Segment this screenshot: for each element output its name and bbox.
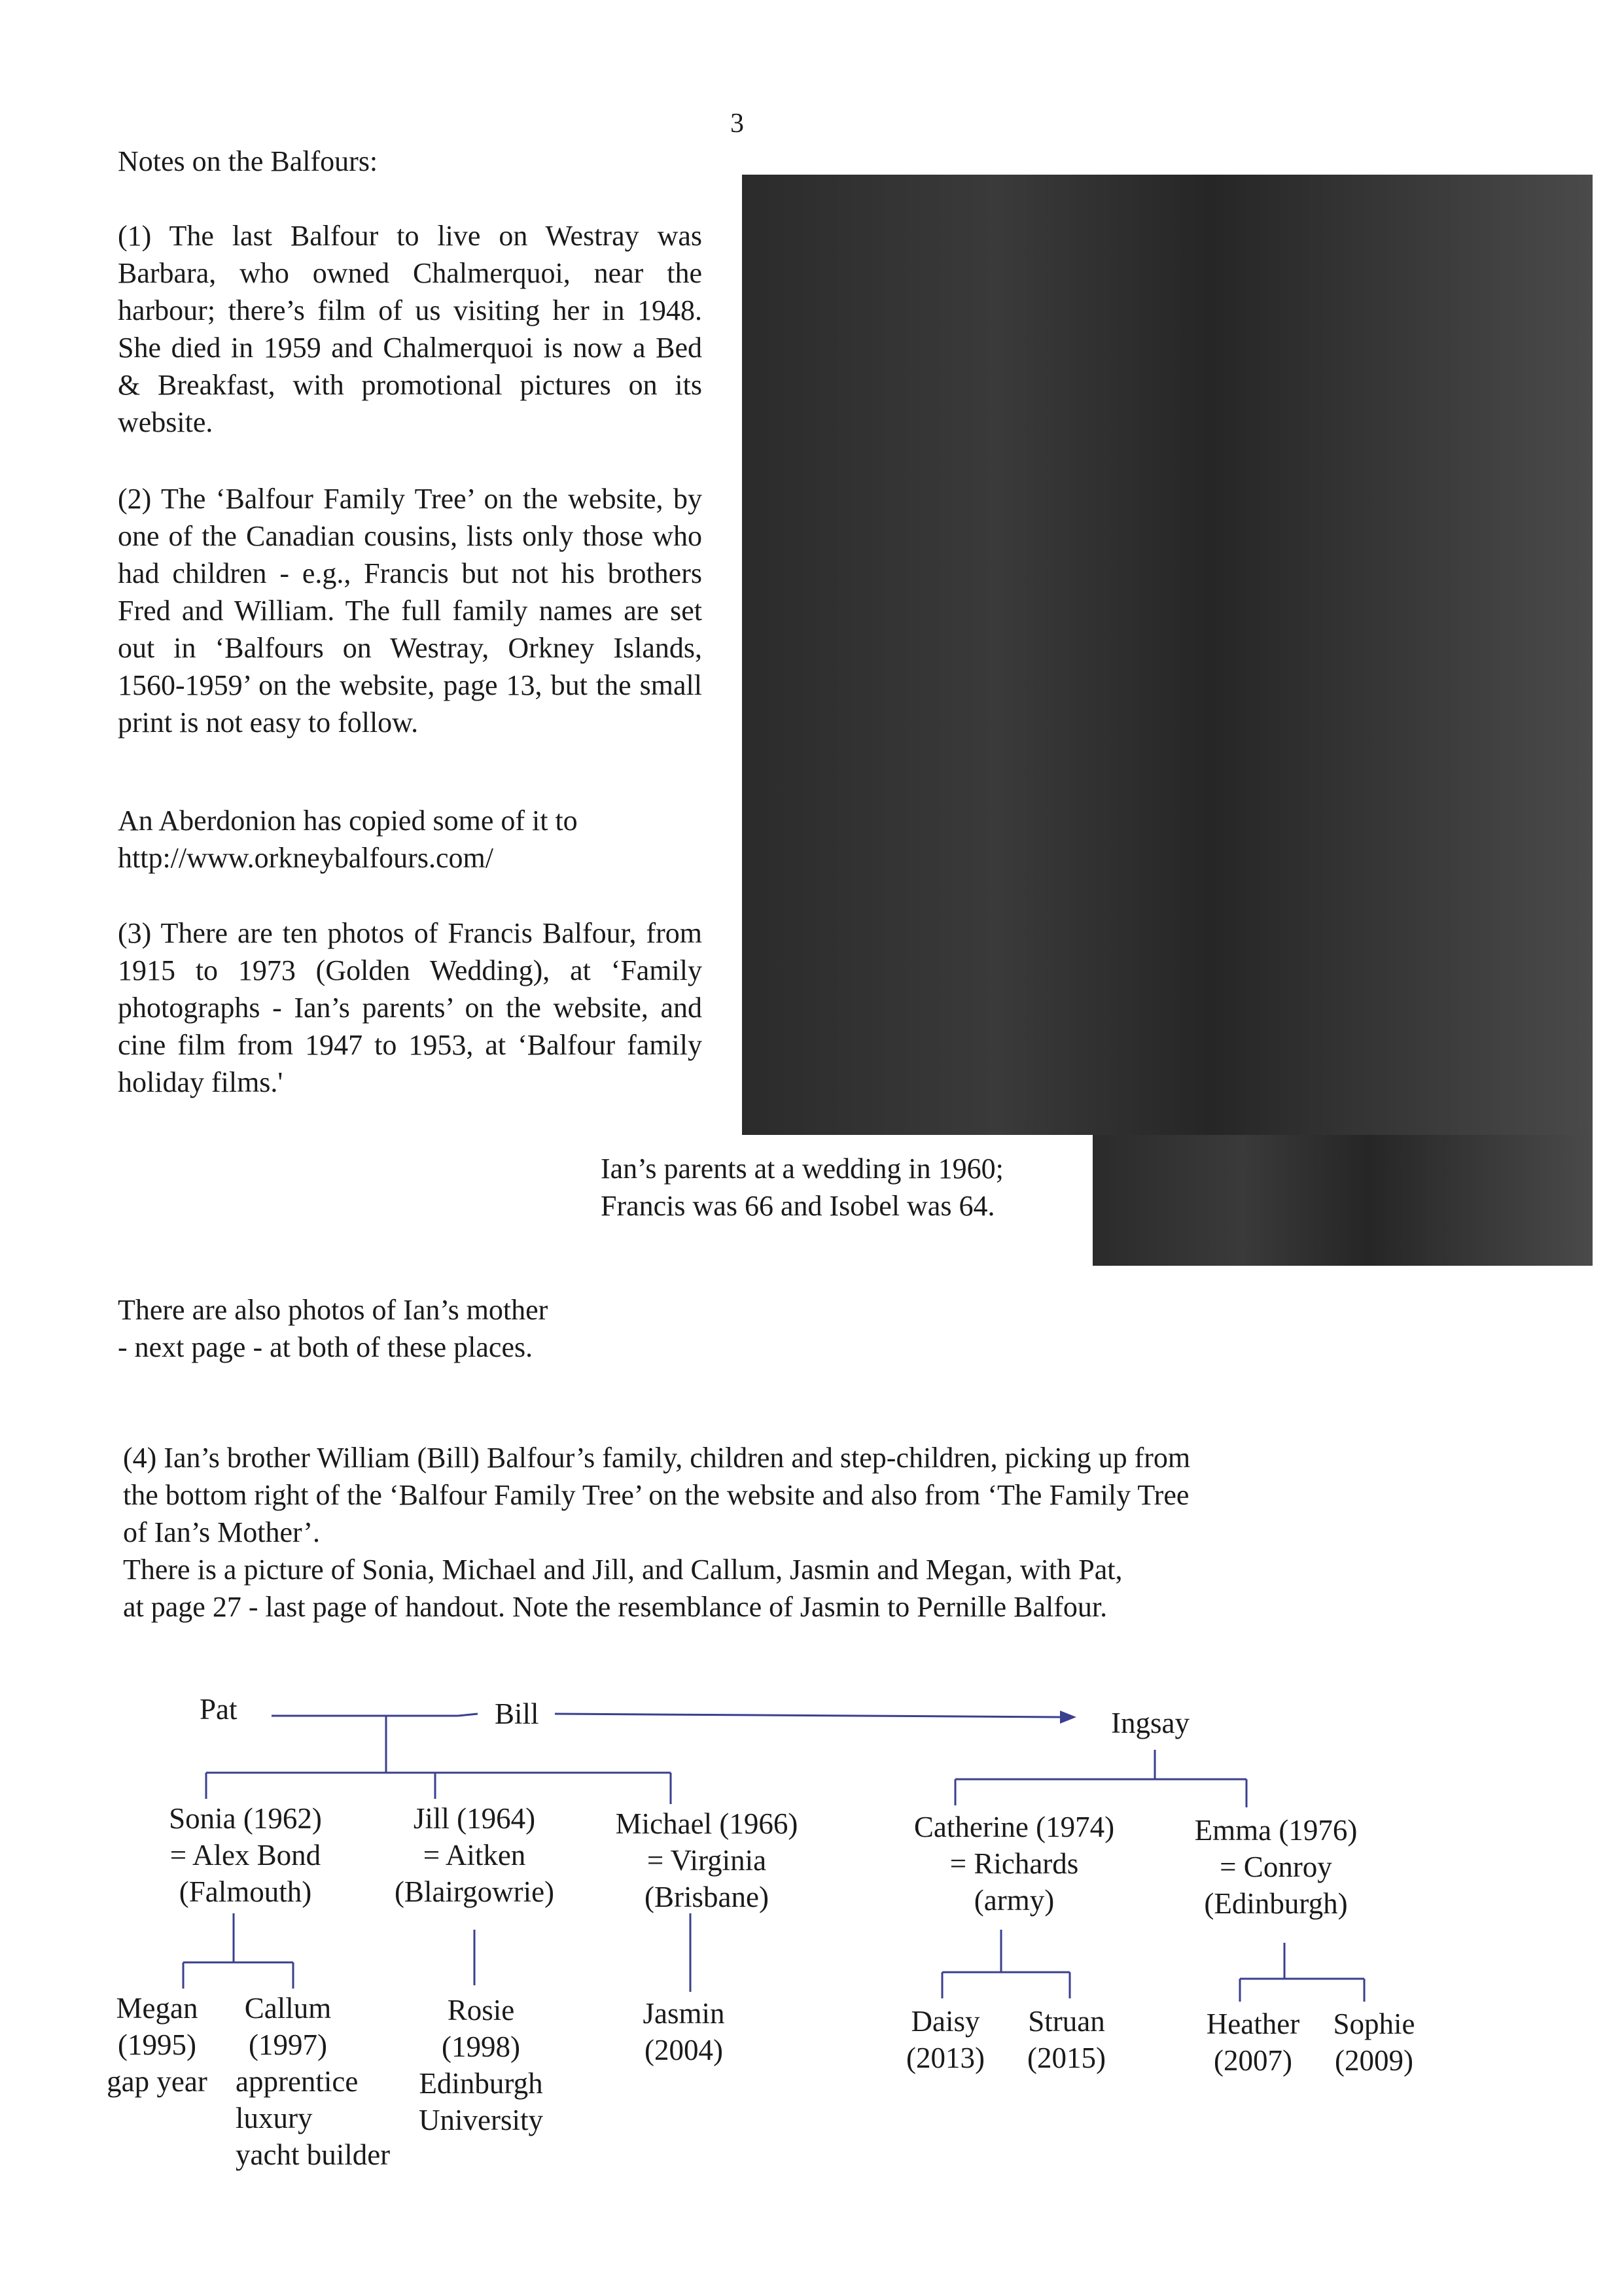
callum-note-line-3: yacht builder xyxy=(236,2138,391,2171)
note-1: (1) The last Balfour to live on Westray was Barbara, who owned Chalmerquoi, near the harbour; there’s film of us visiting her in 1948. She died in 1959 and Chalmerquoi is now a Bed & Breakfast, with promotional pictures on its website. xyxy=(118,220,702,438)
caption-line-1: Ian’s parents at a wedding in 1960; xyxy=(601,1153,1004,1185)
tree-node-jill xyxy=(380,1800,569,1910)
mother-note-line-2: - next page - at both of these places. xyxy=(118,1331,533,1363)
note-4-line-1: (4) Ian’s brother William (Bill) Balfour’s family, children and step-children, picking up from xyxy=(123,1442,1191,1474)
callum-name: Callum xyxy=(244,1992,332,2025)
emma-spouse: = Conroy xyxy=(1220,1851,1332,1883)
daisy-year: (2013) xyxy=(906,2042,985,2074)
tree-node-jasmin xyxy=(628,1995,739,2068)
emma-name: Emma (1976) xyxy=(1194,1814,1358,1847)
note-4-line-5: at page 27 - last page of handout. Note the resemblance of Jasmin to Pernille Balfour. xyxy=(123,1591,1108,1623)
tree-node-megan xyxy=(95,1990,219,2100)
tree-node-emma xyxy=(1178,1812,1374,1922)
emma-place: (Edinburgh) xyxy=(1204,1887,1348,1920)
callum-note-line-1: apprentice xyxy=(236,2065,359,2098)
heather-name: Heather xyxy=(1206,2008,1300,2040)
note-3: (3) There are ten photos of Francis Balfour, from 1915 to 1973 (Golden Wedding), at ‘Family photographs - Ian’s parents’ on the website, and cine film from 1947 to 1953, at ‘Balfour family holiday films.' xyxy=(118,917,702,1098)
sonia-name: Sonia (1962) xyxy=(169,1802,322,1835)
mother-note-line-1: There are also photos of Ian’s mother xyxy=(118,1294,548,1326)
note-4-line-2: the bottom right of the ‘Balfour Family Tree’ on the website and also from ‘The Family Tree xyxy=(123,1479,1190,1511)
sonia-place: (Falmouth) xyxy=(179,1875,312,1908)
tree-node-pat: Pat xyxy=(200,1693,238,1726)
struan-year: (2015) xyxy=(1027,2042,1106,2074)
megan-year: (1995) xyxy=(118,2028,196,2061)
callum-note xyxy=(236,2063,390,2173)
sonia-spouse: = Alex Bond xyxy=(169,1839,321,1871)
tree-node-rosie xyxy=(419,1992,543,2138)
callum-year: (1997) xyxy=(249,2028,327,2061)
heather-year: (2007) xyxy=(1214,2044,1292,2077)
note-4-line-4: There is a picture of Sonia, Michael and Jill, and Callum, Jasmin and Megan, with Pat, xyxy=(123,1554,1123,1586)
tree-node-callum xyxy=(236,1990,340,2063)
tree-node-bill: Bill xyxy=(495,1697,539,1730)
sophie-name: Sophie xyxy=(1333,2008,1415,2040)
rosie-note-1: Edinburgh xyxy=(419,2067,543,2100)
daisy-name: Daisy xyxy=(911,2005,980,2038)
sophie-year: (2009) xyxy=(1335,2044,1413,2077)
catherine-place: (army) xyxy=(974,1884,1055,1917)
jasmin-year: (2004) xyxy=(644,2034,723,2066)
rosie-year: (1998) xyxy=(442,2030,520,2063)
megan-name: Megan xyxy=(116,1992,198,2025)
caption-line-2: Francis was 66 and Isobel was 64. xyxy=(601,1190,995,1222)
aberdonion-text: An Aberdonion has copied some of it to xyxy=(118,805,578,837)
tree-node-daisy xyxy=(896,2003,995,2076)
struan-name: Struan xyxy=(1028,2005,1105,2038)
note-4-line-3: of Ian’s Mother’. xyxy=(123,1516,320,1548)
tree-node-sonia xyxy=(141,1800,350,1910)
michael-spouse: = Virginia xyxy=(646,1844,767,1877)
rosie-name: Rosie xyxy=(447,1994,515,2026)
note-2: (2) The ‘Balfour Family Tree’ on the website, by one of the Canadian cousins, lists only those who had children - e.g., Francis but not his brothers Fred and William. The full family names are set out in ‘Balfours on Westray, Orkney Islands, 1560-1959’ on the website, page 13, but the small print is not easy to follow. xyxy=(118,483,702,739)
michael-place: (Brisbane) xyxy=(644,1881,769,1913)
tree-node-heather xyxy=(1197,2006,1309,2079)
megan-note: gap year xyxy=(107,2065,207,2098)
catherine-spouse: = Richards xyxy=(949,1847,1079,1880)
rosie-note-2: University xyxy=(419,2104,543,2136)
michael-name: Michael (1966) xyxy=(615,1807,798,1840)
tree-node-struan xyxy=(1017,2003,1116,2076)
page-number: 3 xyxy=(730,109,744,139)
jill-place: (Blairgowrie) xyxy=(394,1875,555,1908)
jill-spouse: = Aitken xyxy=(423,1839,526,1871)
orkneybalfours-link[interactable]: http://www.orkneybalfours.com/ xyxy=(118,842,493,874)
jasmin-name: Jasmin xyxy=(643,1997,725,2030)
tree-node-michael xyxy=(599,1805,815,1915)
tree-node-catherine xyxy=(896,1809,1132,1919)
catherine-name: Catherine (1974) xyxy=(913,1811,1115,1843)
tree-node-ingsay: Ingsay xyxy=(1111,1707,1190,1739)
callum-note-line-2: luxury xyxy=(236,2102,313,2134)
page-heading: Notes on the Balfours: xyxy=(118,145,378,177)
jill-name: Jill (1964) xyxy=(413,1802,536,1835)
tree-node-sophie xyxy=(1322,2006,1426,2079)
